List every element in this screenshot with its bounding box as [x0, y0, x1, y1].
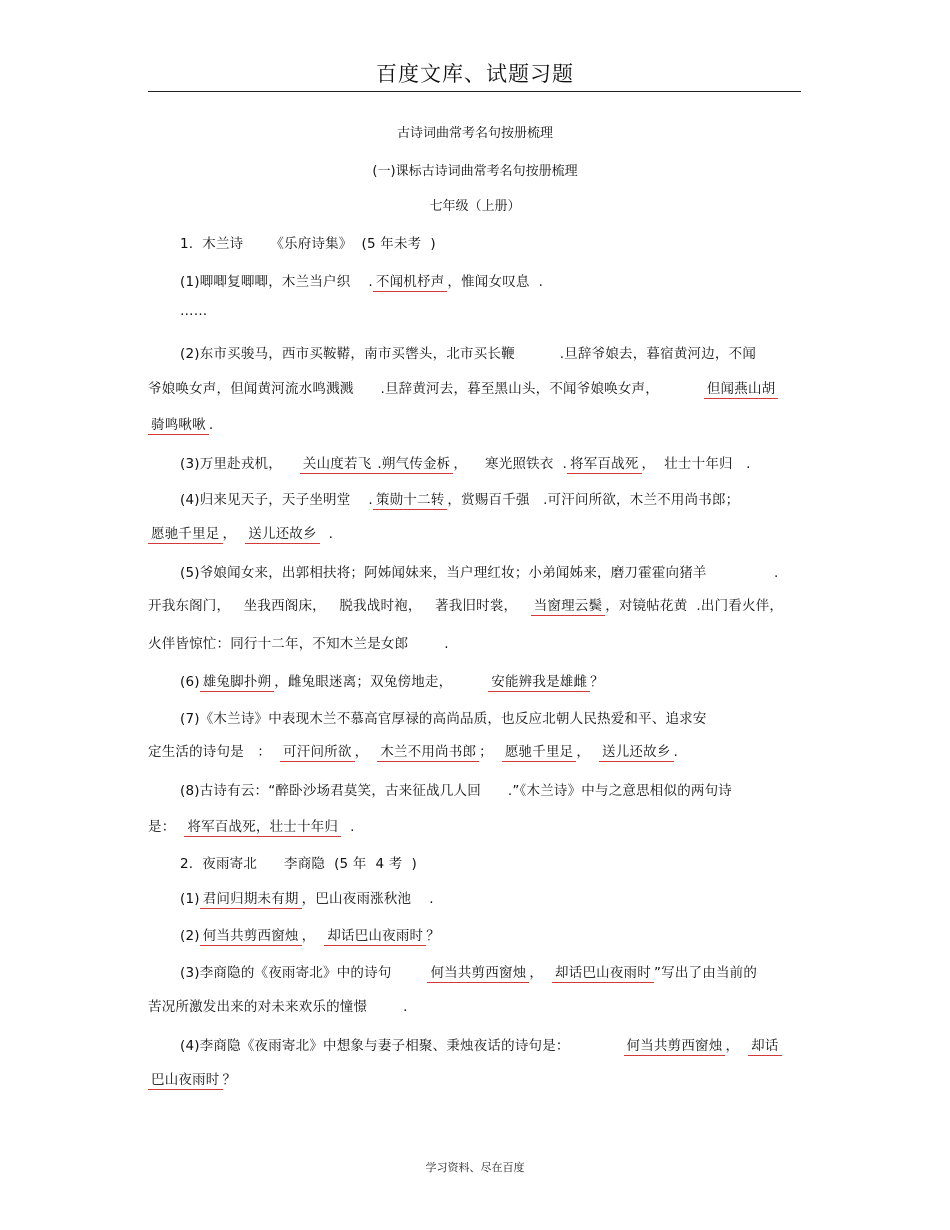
line-text: .: [319, 526, 334, 542]
text-line: [148, 632, 449, 652]
answer-underline: 送儿还故乡: [599, 744, 674, 762]
text-line: [148, 815, 355, 835]
answer-underline: 策勋十二转: [373, 492, 448, 510]
line-text: (1)唧唧复唧唧，木兰当户织 .: [180, 274, 373, 290]
answer-underline: 可汗问所欲: [280, 744, 355, 762]
text-line: [180, 887, 434, 907]
line-text: ， 壮士十年归 .: [641, 456, 751, 472]
line-text: 定生活的诗句是 ：: [148, 744, 281, 760]
answer-underline: 却话: [748, 1038, 781, 1056]
line-text: (7)《木兰诗》中表现木兰不慕高官厚禄的高尚品质，也反应北朝人民热爱和平、追求安: [180, 711, 707, 727]
line-text: ，: [222, 526, 246, 542]
line-text: ，: [725, 1038, 749, 1054]
text-line: [148, 413, 213, 433]
text-line: [180, 779, 732, 799]
line-text: ，: [354, 744, 378, 760]
line-text: ”写出了由当前的: [653, 965, 758, 981]
text-line: [180, 852, 417, 872]
document-title: 古诗词曲常考名句按册梳理: [396, 126, 553, 141]
answer-underline: 雄兔脚扑朔: [200, 674, 275, 692]
text-line: [148, 522, 333, 542]
answer-underline: 却话巴山夜雨时: [552, 965, 654, 983]
line-text: ，惟闻女叹息 .: [447, 274, 544, 290]
text-line: [180, 1034, 782, 1054]
line-text: ，: [576, 744, 600, 760]
answer-underline: 愿驰千里足: [502, 744, 577, 762]
line-text: 苦况所激发出来的对未来欢乐的憧憬 .: [148, 999, 408, 1015]
text-line: [180, 452, 751, 472]
line-text: (3)万里赴戎机，: [180, 456, 300, 472]
line-text: .: [673, 744, 679, 760]
line-text: (2): [180, 928, 200, 944]
line-text: (2)东市买骏马，西市买鞍鞯，南市买辔头，北市买长鞭 .旦辞爷娘去，暮宿黄河边，不闻: [180, 346, 757, 362]
section-title: (一)课标古诗词曲常考名句按册梳理: [372, 164, 578, 179]
line-text: 2. 夜雨寄北 李商隐 (5 年 4 考 ): [180, 856, 417, 872]
line-text: (8)古诗有云：“醉卧沙场君莫笑，古来征战几人回 .”《木兰诗》中与之意思相似的两句诗: [180, 783, 732, 799]
text-line: [180, 924, 440, 944]
line-text: ？: [590, 674, 604, 690]
answer-underline: 关山度若飞: [300, 456, 375, 474]
line-text: (3)李商隐的《夜雨寄北》中的诗句: [180, 965, 428, 981]
grade-title: 七年级（上册）: [429, 199, 521, 214]
text-line: [180, 707, 707, 727]
line-text: ？: [222, 1072, 237, 1088]
answer-underline: 不闻机杼声: [373, 274, 448, 292]
answer-underline: 将军百战死: [567, 456, 642, 474]
line-text: ，雌兔眼迷离；双兔傍地走，: [274, 674, 489, 690]
line-text: (1): [180, 891, 200, 907]
text-line: [180, 961, 757, 981]
answer-underline: 送儿还故乡: [245, 526, 320, 544]
line-text: 火伴皆惊忙：同行十二年，不知木兰是女郎 .: [148, 636, 449, 652]
answer-underline: 君问归期未有期: [200, 891, 302, 909]
text-line: [180, 232, 436, 252]
line-text: 1. 木兰诗 《乐府诗集》 (5 年未考 ): [180, 236, 436, 252]
text-line: [180, 303, 207, 319]
page-header-title: 百度文库、试题习题: [376, 62, 574, 86]
text-line: [148, 740, 678, 760]
line-text: ？: [426, 928, 440, 944]
answer-underline: 何当共剪西窗烛: [427, 965, 529, 983]
answer-underline: 骑鸣啾啾: [148, 417, 209, 435]
text-line: [180, 270, 543, 290]
line-text: .: [208, 417, 214, 433]
line-text: .: [341, 819, 355, 835]
text-line: [180, 488, 739, 508]
answer-underline: 巴山夜雨时: [148, 1072, 223, 1090]
text-line: [180, 670, 604, 690]
answer-underline: 安能辨我是雄雌: [488, 674, 590, 692]
answer-underline: 木兰不用尚书郎: [377, 744, 479, 762]
line-text: 开我东阁门， 坐我西阁床， 脱我战时袍， 著我旧时裳，: [148, 598, 531, 614]
line-text: ，对镜帖花黄 .出门看火伴，: [605, 598, 784, 614]
text-line: [148, 594, 783, 614]
line-text: (4)李商隐《夜雨寄北》中想象与妻子相聚、秉烛夜话的诗句是：: [180, 1038, 624, 1054]
text-line: [148, 995, 408, 1015]
page-footer: 学习资料、尽在百度: [425, 1161, 525, 1174]
answer-underline: 何当共剪西窗烛: [200, 928, 302, 946]
line-text: ， 寒光照铁衣 .: [453, 456, 568, 472]
answer-underline: 当窗理云鬓: [531, 598, 606, 616]
answer-underline: 将军百战死，壮士十年归: [184, 819, 341, 837]
line-text: ，巴山夜雨涨秋池 .: [301, 891, 434, 907]
line-text: 是：: [148, 819, 185, 835]
line-text: (6): [180, 674, 200, 690]
header-divider: [148, 91, 801, 92]
line-text: ，: [529, 965, 553, 981]
line-text: ，赏赐百千强 .可汗问所欲，木兰不用尚书郎；: [447, 492, 740, 508]
text-line: [148, 1068, 236, 1088]
line-text: (4)归来见天子，天子坐明堂 .: [180, 492, 373, 508]
line-text: (5)爷娘闻女来，出郭相扶将；阿姊闻妹来，当户理红妆；小弟闻姊来，磨刀霍霍向猪羊 .: [180, 565, 779, 581]
line-text: ；: [479, 744, 502, 760]
answer-underline: 却话巴山夜雨时: [324, 928, 426, 946]
answer-underline: 何当共剪西窗烛: [624, 1038, 726, 1056]
answer-underline: .朔气传金柝: [374, 456, 453, 474]
line-text: 爷娘唤女声，但闻黄河流水鸣溅溅 .旦辞黄河去，暮至黑山头，不闻爷娘唤女声，: [148, 381, 704, 397]
answer-underline: 但闻燕山胡: [704, 381, 779, 399]
text-line: [180, 561, 778, 581]
line-text: ，: [301, 928, 325, 944]
text-line: [148, 377, 778, 397]
text-line: [180, 342, 756, 362]
line-text: ……: [180, 303, 208, 319]
answer-underline: 愿驰千里足: [148, 526, 223, 544]
